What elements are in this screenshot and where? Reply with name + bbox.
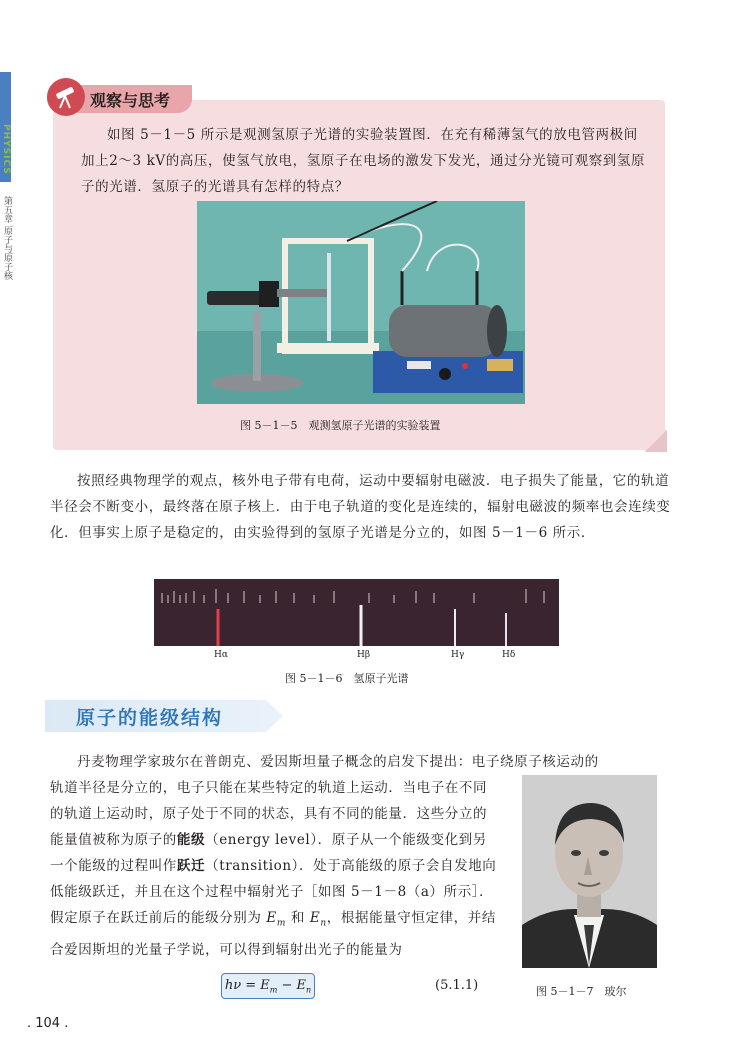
- box-corner-fold: [645, 430, 667, 452]
- term-transition: 跃迁: [176, 858, 206, 874]
- label-h-beta: Hβ: [357, 650, 371, 660]
- equation-number: (5.1.1): [435, 978, 479, 993]
- symbol-em-sub: m: [276, 918, 287, 929]
- para2-part3: （transition）．处于高能级的原子会自发地向低能级跃迁，并且在这个过程中辐射光子［如图 5－1－8（a）所示］．假定原子在跃迁前后的能级分别为: [50, 858, 497, 926]
- label-h-alpha: Hα: [214, 650, 228, 660]
- figure-caption-5-1-7: 图 5－1－7 玻尔: [536, 985, 627, 998]
- label-h-gamma: Hγ: [451, 650, 465, 660]
- para2-part1: 轨道半径是分立的，电子只能在某些特定的轨道上运动．当电子在不同的轨道上运动时，原子处于不同的状态，具有不同的能量．这些分立的能量值被称为原子的: [50, 780, 488, 848]
- symbol-em: E: [266, 910, 277, 926]
- formula-box: $h\nu = E_m - E_n$: [221, 973, 315, 999]
- figure-caption-5-1-5: 图 5－1－5 观测氢原子光谱的实验装置: [240, 419, 441, 432]
- paragraph-classical: 按照经典物理学的观点，核外电子带有电荷，运动中要辐射电磁波．电子损失了能量，它的轨道半径会不断变小，最终落在原子核上．由于电子轨道的变化是连续的，辐射电磁波的频率也会连续变化．但事实上原子是稳定的，由实验得到的氢原子光谱是分立的，如图 5－1－6 所示．: [50, 473, 671, 541]
- term-energy-level: 能级: [176, 832, 206, 848]
- bohr-portrait: [522, 775, 657, 968]
- side-tab-label: PHYSICS: [1, 124, 11, 175]
- para2-and: 和: [286, 910, 310, 926]
- paragraph-bohr: [50, 775, 500, 963]
- apparatus-photo: [197, 201, 525, 404]
- observe-box-text: 如图 5－1－5 所示是观测氢原子光谱的实验装置图．在充有稀薄氢气的放电管两极间加上2～3 kV的高压，使氢气放电，氢原子在电场的激发下发光，通过分光镜可观察到氢原子的光谱．氢原子的光谱具有怎样的特点？: [81, 127, 646, 195]
- symbol-en-sub: n: [320, 918, 327, 929]
- label-h-delta: Hδ: [502, 650, 516, 660]
- figure-caption-5-1-6: 图 5－1－6 氢原子光谱: [285, 672, 409, 685]
- paragraph-bohr-first-line: 丹麦物理学家玻尔在普朗克、爱因斯坦量子概念的启发下提出：电子绕原子核运动的: [77, 754, 599, 770]
- para2-part4: ，根据能量守恒定律，并结合爱因斯坦的光量子学说，可以得到辐射出光子的能量为: [50, 910, 496, 958]
- page-number: . 104 .: [27, 1016, 69, 1031]
- telescope-icon: [52, 84, 80, 110]
- chapter-label: 第五章 原子与原子核: [2, 196, 12, 280]
- section-title: 原子的能级结构: [76, 707, 224, 729]
- symbol-en: E: [309, 910, 321, 926]
- para2-part2: （energy level）．原子从一个能级变化到另一个能级的过程叫作: [50, 832, 487, 874]
- observe-box-title: 观察与思考: [90, 91, 171, 110]
